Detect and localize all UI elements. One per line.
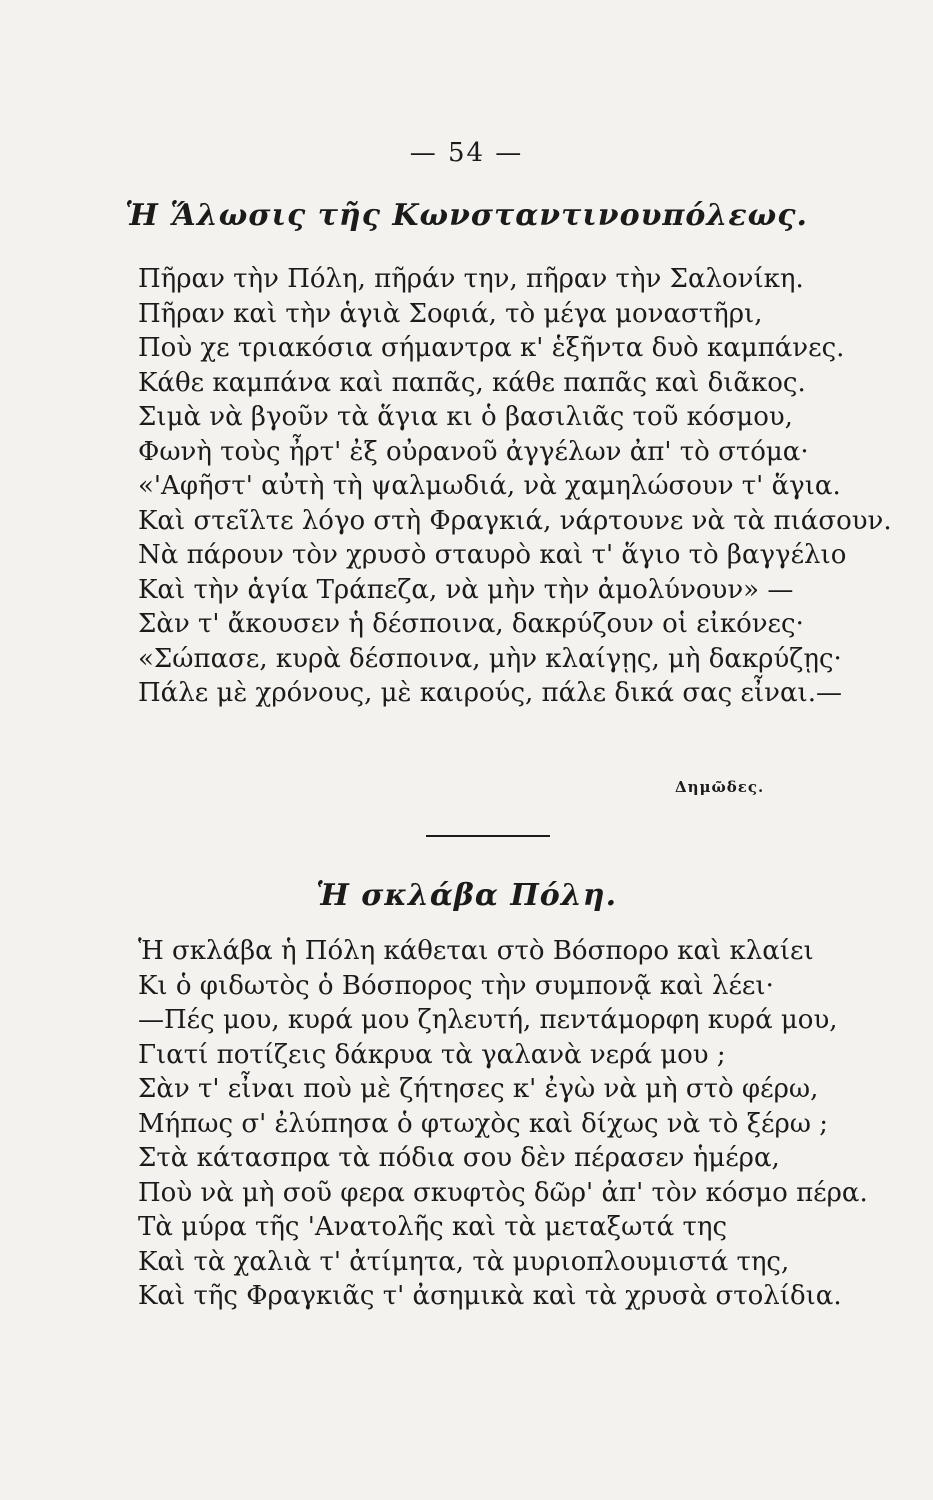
verse-line: Φωνὴ τοὺς ἦρτ' ἐξ οὐρανοῦ ἀγγέλων ἀπ' τὸ στόμα· [138,436,809,467]
verse-line: Πῆραν τὴν Πόλη, πῆράν την, πῆραν τὴν Σαλονίκη. [138,264,804,294]
verse-line: —Πές μου, κυρά μου ζηλευτή, πεντάμορφη κυρά μου, [138,1005,838,1035]
verse-line: Πῆραν καὶ τὴν ἁγιὰ Σοφιά, τὸ μέγα μοναστῆρι, [138,298,763,329]
verse-line: Καὶ τῆς Φραγκιᾶς τ' ἀσημικὰ καὶ τὰ χρυσὰ στολίδια. [138,1281,842,1311]
verse-line: Σιμὰ νὰ βγοῦν τὰ ἅγια κι ὁ βασιλιᾶς τοῦ κόσμου, [138,402,793,432]
poem-title-fall-of-constantinople: Ἡ Ἅλωσις τῆς Κωνσταντινουπόλεως. [125,198,808,233]
poem-fall-of-constantinople [138,262,892,711]
verse-line: Κι ὁ φιδωτὸς ὁ Βόσπορος τὴν συμπονᾷ καὶ λέει· [138,970,774,1001]
verse-line: Καὶ τὴν ἁγία Τράπεζα, νὰ μὴν τὴν ἀμολύνουν» — [138,574,794,605]
verse-line: Τὰ μύρα τῆς 'Ανατολῆς καὶ τὰ μεταξωτά της [138,1212,727,1242]
verse-line: Σὰν τ' εἶναι ποὺ μὲ ζήτησες κ' ἐγὼ νὰ μὴ στὸ φέρω, [138,1074,819,1104]
verse-line: Καὶ στεῖλτε λόγο στὴ Φραγκιά, νάρτουνε νὰ τὰ πιάσουν. [138,505,892,536]
verse-line: Νὰ πάρουν τὸν χρυσὸ σταυρὸ καὶ τ' ἅγιο τὸ βαγγέλιο [138,540,847,570]
section-divider [426,835,550,837]
verse-line: Ποὺ νὰ μὴ σοῦ φερα σκυφτὸς δῶρ' ἀπ' τὸν κόσμο πέρα. [138,1177,868,1208]
verse-line: Στὰ κάτασπρα τὰ πόδια σου δὲν πέρασεν ἡμέρα, [138,1143,780,1173]
poem-enslaved-city [138,934,878,1314]
verse-line: Σὰν τ' ἄκουσεν ἡ δέσποινα, δακρύζουν οἱ εἰκόνες· [138,609,804,639]
page-number: — 54 — [409,138,524,168]
verse-line: Γιατί ποτίζεις δάκρυα τὰ γαλανὰ νερά μου ; [138,1039,726,1070]
verse-line: Κάθε καμπάνα καὶ παπᾶς, κάθε παπᾶς καὶ διᾶκος. [138,367,806,398]
poem-title-enslaved-city: Ἡ σκλάβα Πόλη. [315,878,618,913]
attribution: Δημῶδες. [675,778,765,796]
verse-line: «Σώπασε, κυρὰ δέσποινα, μὴν κλαίγῃς, μὴ δακρύζῃς· [138,643,842,674]
verse-line: Πάλε μὲ χρόνους, μὲ καιρούς, πάλε δικά σας εἶναι.— [138,678,842,708]
verse-line: Ποὺ χε τριακόσια σήμαντρα κ' ἑξῆντα δυὸ καμπάνες. [138,333,845,363]
verse-line: Ἡ σκλάβα ἡ Πόλη κάθεται στὸ Βόσπορο καὶ κλαίει [138,936,814,966]
verse-line: Καὶ τὰ χαλιὰ τ' ἀτίμητα, τὰ μυριοπλουμιστά της, [138,1246,790,1277]
verse-line: Μήπως σ' ἐλύπησα ὁ φτωχὸς καὶ δίχως νὰ τὸ ξέρω ; [138,1108,829,1139]
verse-line: «'Αφῆστ' αὐτὴ τὴ ψαλμωδιά, νὰ χαμηλώσουν τ' ἅγια. [138,471,841,501]
